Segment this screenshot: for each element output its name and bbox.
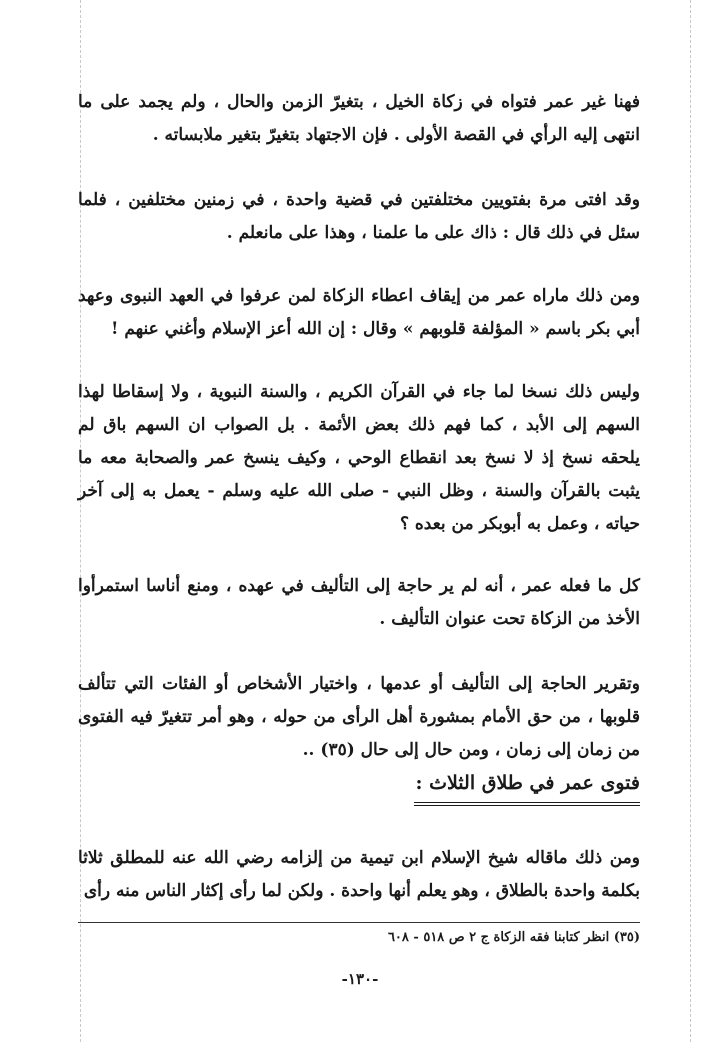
paragraph-no-abrogation: وليس ذلك نسخا لما جاء في القرآن الكريم ، والسنة النبوية ، ولا إسقاطا لهذا السهم إلى الأبد ، كما فهم ذلك بعض الأئمة . بل الصواب ان السهم باق لم يلحقه نسخ إذ لا نسخ بعد انقطاع الوحي ، وكيف ينسخ عمر والصحابة معه ما يثبت بالقرآن والسنة ، وظل النبي - صلى الله عليه وسلم - يعمل به إلى آخر حياته ، وعمل به أبوبكر من بعده ؟ xyxy=(78,382,640,534)
footnote-divider xyxy=(78,922,640,923)
paragraph-umar-action: كل ما فعله عمر ، أنه لم ير حاجة إلى التأليف في عهده ، ومنع أناسا استمرأوا الأخذ من الزكاة تحت عنوان التأليف . xyxy=(78,576,640,629)
page-number: -١٣٠- xyxy=(341,970,379,988)
paragraph-two-fatwas: وقد افتى مرة بفتويين مختلفتين في قضية واحدة ، في زمنين مختلفين ، فلما سئل في ذلك قال : ذاك على ما علمنا ، وهذا على مانعلم . xyxy=(78,190,640,243)
section-heading: فتوى عمر في طلاق الثلاث : xyxy=(415,772,640,794)
paragraph-muallafa: ومن ذلك ماراه عمر من إيقاف اعطاء الزكاة لمن عرفوا في العهد النبوى وعهد أبي بكر باسم « المؤلفة قلوبهم » وقال : إن الله أعز الإسلام وأغني عنهم ! xyxy=(78,286,640,339)
heading-underline xyxy=(414,802,640,806)
scan-fold-line xyxy=(690,0,691,1042)
paragraph-zakat-horses: فهنا غير عمر فتواه في زكاة الخيل ، بتغيرّ الزمن والحال ، ولم يجمد على ما انتهى إليه الرأي في القصة الأولى . فإن الاجتهاد بتغيرّ بتغير ملابساته . xyxy=(78,92,640,145)
paragraph-imam-decision: وتقرير الحاجة إلى التأليف أو عدمها ، واختيار الأشخاص أو الفئات التي تتألف قلوبها ، من حق الأمام بمشورة أهل الرأى من حوله ، وهو أمر تتغيرّ فيه الفتوى من زمان إلى زمان ، ومن حال إلى حال (٣٥) .. xyxy=(78,674,640,760)
paragraph-triple-divorce: ومن ذلك ماقاله شيخ الإسلام ابن تيمية من إلزامه رضي الله عنه للمطلق ثلاثا بكلمة واحدة بالطلاق ، وهو يعلم أنها واحدة . ولكن لما رأى إكثار الناس منه رأى xyxy=(78,848,640,901)
footnote: (٣٥) انظر كتابنا فقه الزكاة ج ٢ ص ٥١٨ - ٦٠٨ xyxy=(387,930,640,945)
